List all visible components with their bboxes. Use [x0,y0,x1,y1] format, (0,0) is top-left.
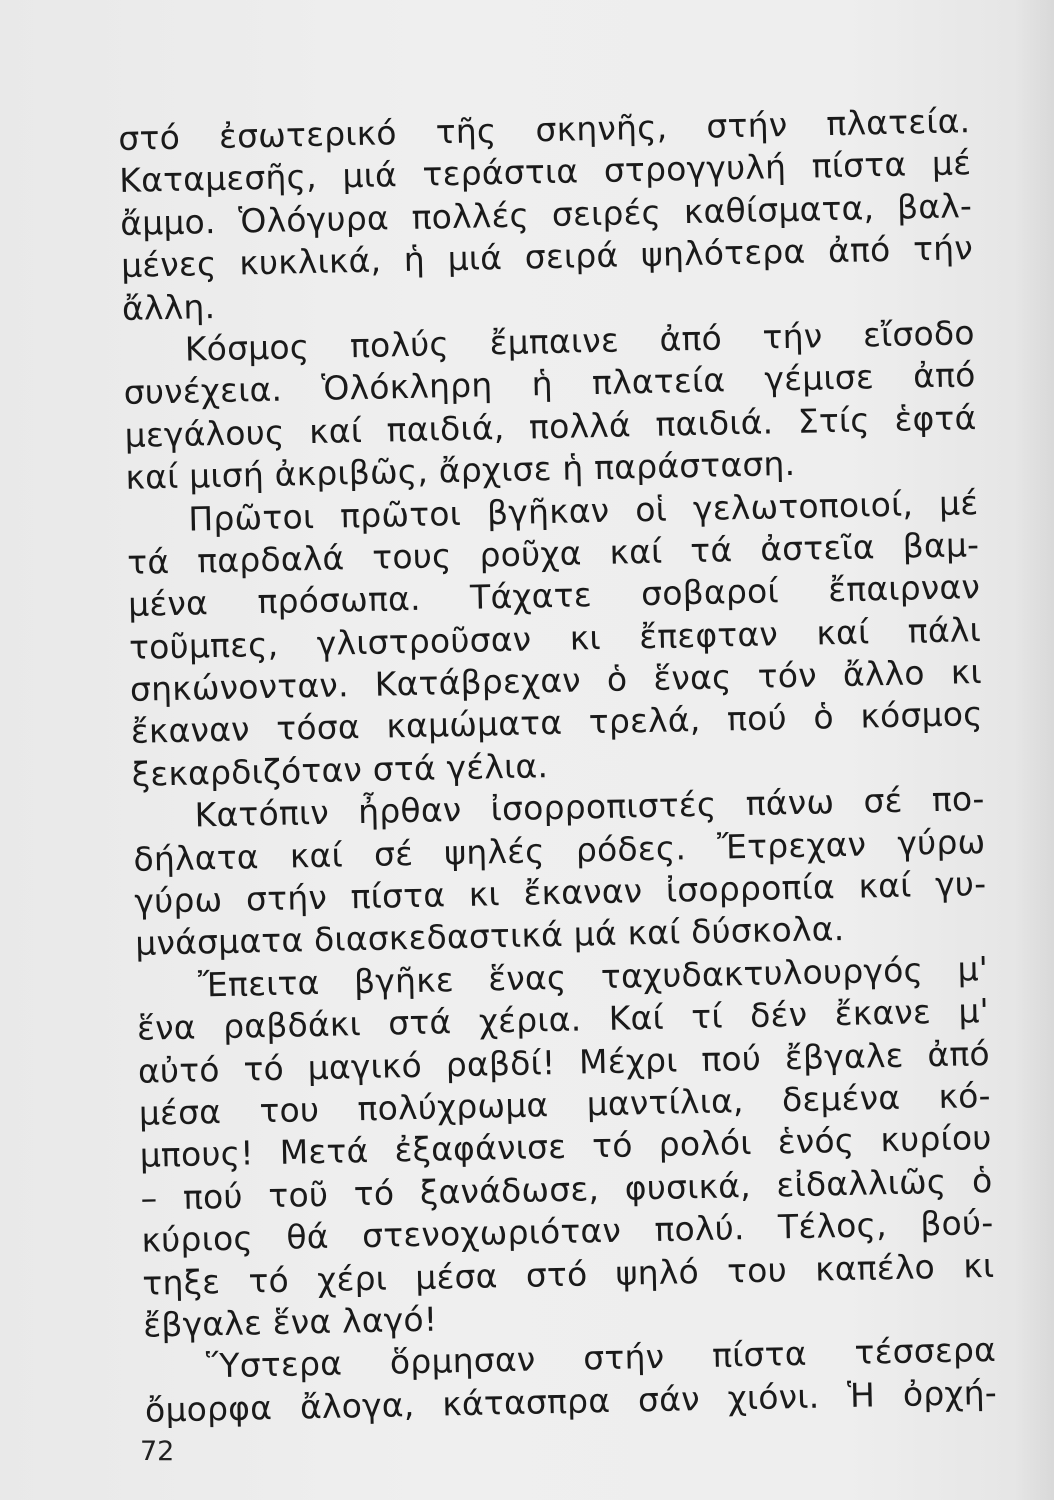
paragraph [144,1329,998,1432]
text-line: Κατόπιν ἦρθαν ἰσορροπιστές πάνω σέ πο- [194,779,985,835]
text-line: Κόσμος πολύς ἔμπαινε ἀπό τήν εἴσοδο [184,313,976,369]
text-line: – πού τοῦ τό ξανάδωσε, φυσικά, εἰδαλλιῶς ὁ [140,1160,993,1218]
text-line: στό ἐσωτερικό τῆς σκηνῆς, στήν πλατεία. [118,101,971,158]
paragraph [122,312,977,499]
text-line: ὄμορφα ἄλογα, κάτασπρα σάν χιόνι. Ἡ ὀρχή- [144,1372,998,1430]
text-line: τά παρδαλά τους ροῦχα καί τά ἀστεῖα βαμ- [126,524,980,582]
text-line: Πρῶτοι πρῶτοι βγῆκαν οἱ γελωτοποιοί, μέ [187,482,979,539]
text-line: γύρω στήν πίστα κι ἔκαναν ἰσορροπία καί γυ- [134,864,987,921]
text-line: μένα πρόσωπα. Τάχατε σοβαροί ἔπαιρναν [127,567,981,625]
text-line: Ἔπειτα βγῆκε ἕνας ταχυδακτυλουργός μ' [197,948,989,1005]
text-line: κύριος θά στενοχωριόταν πολύ. Τέλος, βού- [141,1203,994,1260]
page-edge-shadow [1014,0,1054,1500]
text-line: μέσα του πολύχρωμα μαντίλια, δεμένα κό- [138,1075,992,1133]
text-line: Καταμεσῆς, μιά τεράστια στρογγυλή πίστα μέ [118,143,972,201]
text-line: ἔκαναν τόσα καμώματα τρελά, πού ὁ κόσμος [130,694,984,752]
paragraph [118,100,974,330]
text-line: ἄλλη. [121,286,216,328]
text-line: αὐτό τό μαγικό ραβδί! Μέχρι πού ἔβγαλε ἀπό [137,1033,991,1091]
text-line: καί μισή ἀκριβῶς, ἄρχισε ἡ παράσταση. [125,444,796,498]
text-line: δήλατα καί σέ ψηλές ρόδες. Ἔτρεχαν γύρω [133,821,986,879]
text-line: Ὕστερα ὅρμησαν στήν πίστα τέσσερα [205,1330,997,1386]
text-line: σηκώνονταν. Κατάβρεχαν ὁ ἕνας τόν ἄλλο κι [129,652,983,709]
text-line: ἕνα ραβδάκι στά χέρια. Καί τί δέν ἔκανε μ' [136,991,990,1048]
text-line: μνάσματα διασκεδαστικά μά καί δύσκολα. [134,909,845,964]
page-number: 72 [140,1436,175,1467]
body-text [118,100,997,1432]
text-line: ξεκαρδιζόταν στά γέλια. [131,746,549,794]
text-line: ἄμμο. Ὁλόγυρα πολλές σειρές καθίσματα, βαλ- [119,185,973,243]
text-line: τηξε τό χέρι μέσα στό ψηλό του καπέλο κι [141,1245,995,1303]
paragraph [132,778,987,965]
paragraph [126,482,984,797]
text-line: τοῦμπες, γλιστροῦσαν κι ἔπεφταν καί πάλι [128,609,982,667]
text-line: μπους! Μετά ἐξαφάνισε τό ρολόι ἑνός κυρίου [139,1118,992,1176]
text-line: ἔβγαλε ἕνα λαγό! [142,1299,438,1345]
text-line: μεγάλους καί παιδιά, πολλά παιδιά. Στίς ἑφτά [124,397,977,455]
text-line: μένες κυκλικά, ἡ μιά σειρά ψηλότερα ἀπό τήν [120,228,974,286]
paragraph [136,948,996,1347]
text-line: συνέχεια. Ὁλόκληρη ἡ πλατεία γέμισε ἀπό [123,355,976,413]
